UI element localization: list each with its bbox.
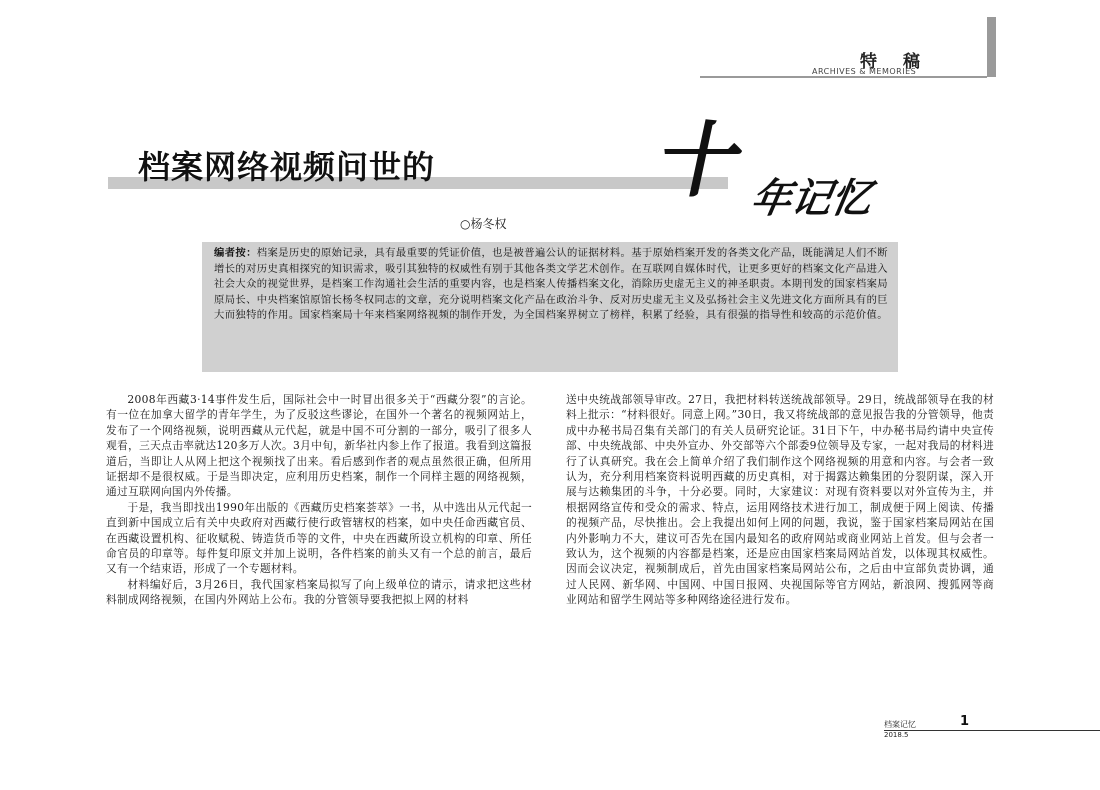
editor-note (214, 246, 888, 324)
section-subtitle: ARCHIVES & MEMORIES (812, 67, 917, 76)
section-title: 特稿 (860, 52, 946, 72)
article-title-ten: 十 (649, 113, 753, 209)
editor-note-label: 编者按： (214, 247, 257, 259)
paragraph: 于是，我当即找出1990年出版的《西藏历史档案荟萃》一书，从中选出从元代起一直到新中国成立后有关中央政府对西藏行使行政管辖权的档案，如中央任命西藏官员、在西藏设置机构、征收赋税、铸造货币等的文件，中央在西藏所设立机构的印章、所任命官员的印章等。每件复印原文并加上说明，各件档案的前头又有一个总的前言，最后又有一个结束语，形成了一个专题材料。 (106, 500, 532, 576)
body-column-right (566, 392, 994, 608)
article-title-rest: 年记忆 (747, 175, 876, 222)
author-byline: ○杨冬权 (460, 217, 507, 231)
paragraph: 材料编好后，3月26日，我代国家档案局拟写了向上级单位的请示，请求把这些材料制成网络视频，在国内外网站上公布。我的分管领导要我把拟上网的材料 (106, 577, 532, 607)
article-title: 档案网络视频问世的 (138, 148, 436, 186)
header-accent-bar (987, 17, 996, 77)
paragraph: 送中央统战部领导审改。27日，我把材料转送统战部领导。29日，统战部领导在我的材料上批示：“材料很好。同意上网。”30日，我又将统战部的意见报告我的分管领导，他责成中办秘书局召集有关部门的有关人员研究论证。31日下午，中办秘书局约请中央宣传部、中央统战部、中央外宣办、外交部等六个部委9位领导及专家，一起对我局的材料进行了认真研究。我在会上简单介绍了我们制作这个网络视频的用意和内容。与会者一致认为，充分利用档案资料说明西藏的历史真相，对于揭露达赖集团的分裂阴谋，深入开展与达赖集团的斗争，十分必要。同时，大家建议：对现有资料要以对外宣传为主，并根据网络宣传和受众的需求、特点，运用网络技术进行加工，制成便于网上阅读、传播的视频产品，尽快推出。会上我提出如何上网的问题，我说，鉴于国家档案局网站在国内外影响力不大，建议可否先在国内最知名的政府网站或商业网站上首发。但与会者一致认为，这个视频的内容都是档案，还是应由国家档案局网站首发，以体现其权威性。因而会议决定，视频制成后，首先由国家档案局网站公布，之后由中宣部负责协调，通过人民网、新华网、中国网、中国日报网、央视国际等官方网站，新浪网、搜狐网等商业网站和留学生网站等多种网络途径进行发布。 (566, 393, 994, 607)
page-number: 1 (960, 714, 970, 729)
editor-note-text: 档案是历史的原始记录，具有最重要的凭证价值，也是被普遍公认的证据材料。基于原始档案开发的各类文化产品，既能满足人们不断增长的对历史真相探究的知识需求，吸引其独特的权威性有别于其他各类文学艺术创作。在互联网自媒体时代，让更多更好的档案文化产品进入社会大众的视觉世界，是档案工作沟通社会生活的重要内容，也是档案人传播档案文化，消除历史虚无主义的神圣职责。本期刊发的国家档案局原局长、中央档案馆原馆长杨冬权同志的文章，充分说明档案文化产品在政治斗争、反对历史虚无主义及弘扬社会主义先进文化方面所具有的巨大而独特的作用。国家档案局十年来档案网络视频的制作开发，为全国档案界树立了榜样，积累了经验，具有很强的指导性和较高的示范价值。 (214, 247, 888, 322)
header-rule (700, 76, 987, 78)
paragraph: 2008年西藏3·14事件发生后，国际社会中一时冒出很多关于“西藏分裂”的言论。有一位在加拿大留学的青年学生，为了反驳这些谬论，在国外一个著名的视频网站上，发布了一个网络视频，说明西藏从元代起，就是中国不可分割的一部分，吸引了很多人观看，三天点击率就达120多万人次。3月中旬，新华社内参上作了报道。我看到这篇报道后，当即让人从网上把这个视频找了出来。看后感到作者的观点虽然很正确，但所用证据却不是很权威。于是当即决定，应利用历史档案，制作一个同样主题的网络视频，通过互联网向国内外传播。 (106, 393, 532, 499)
footer-issue: 2018.5 (884, 731, 909, 739)
footer-journal-name: 档案记忆 (884, 720, 916, 729)
body-column-left (106, 392, 532, 608)
footer-rule (884, 730, 1100, 731)
